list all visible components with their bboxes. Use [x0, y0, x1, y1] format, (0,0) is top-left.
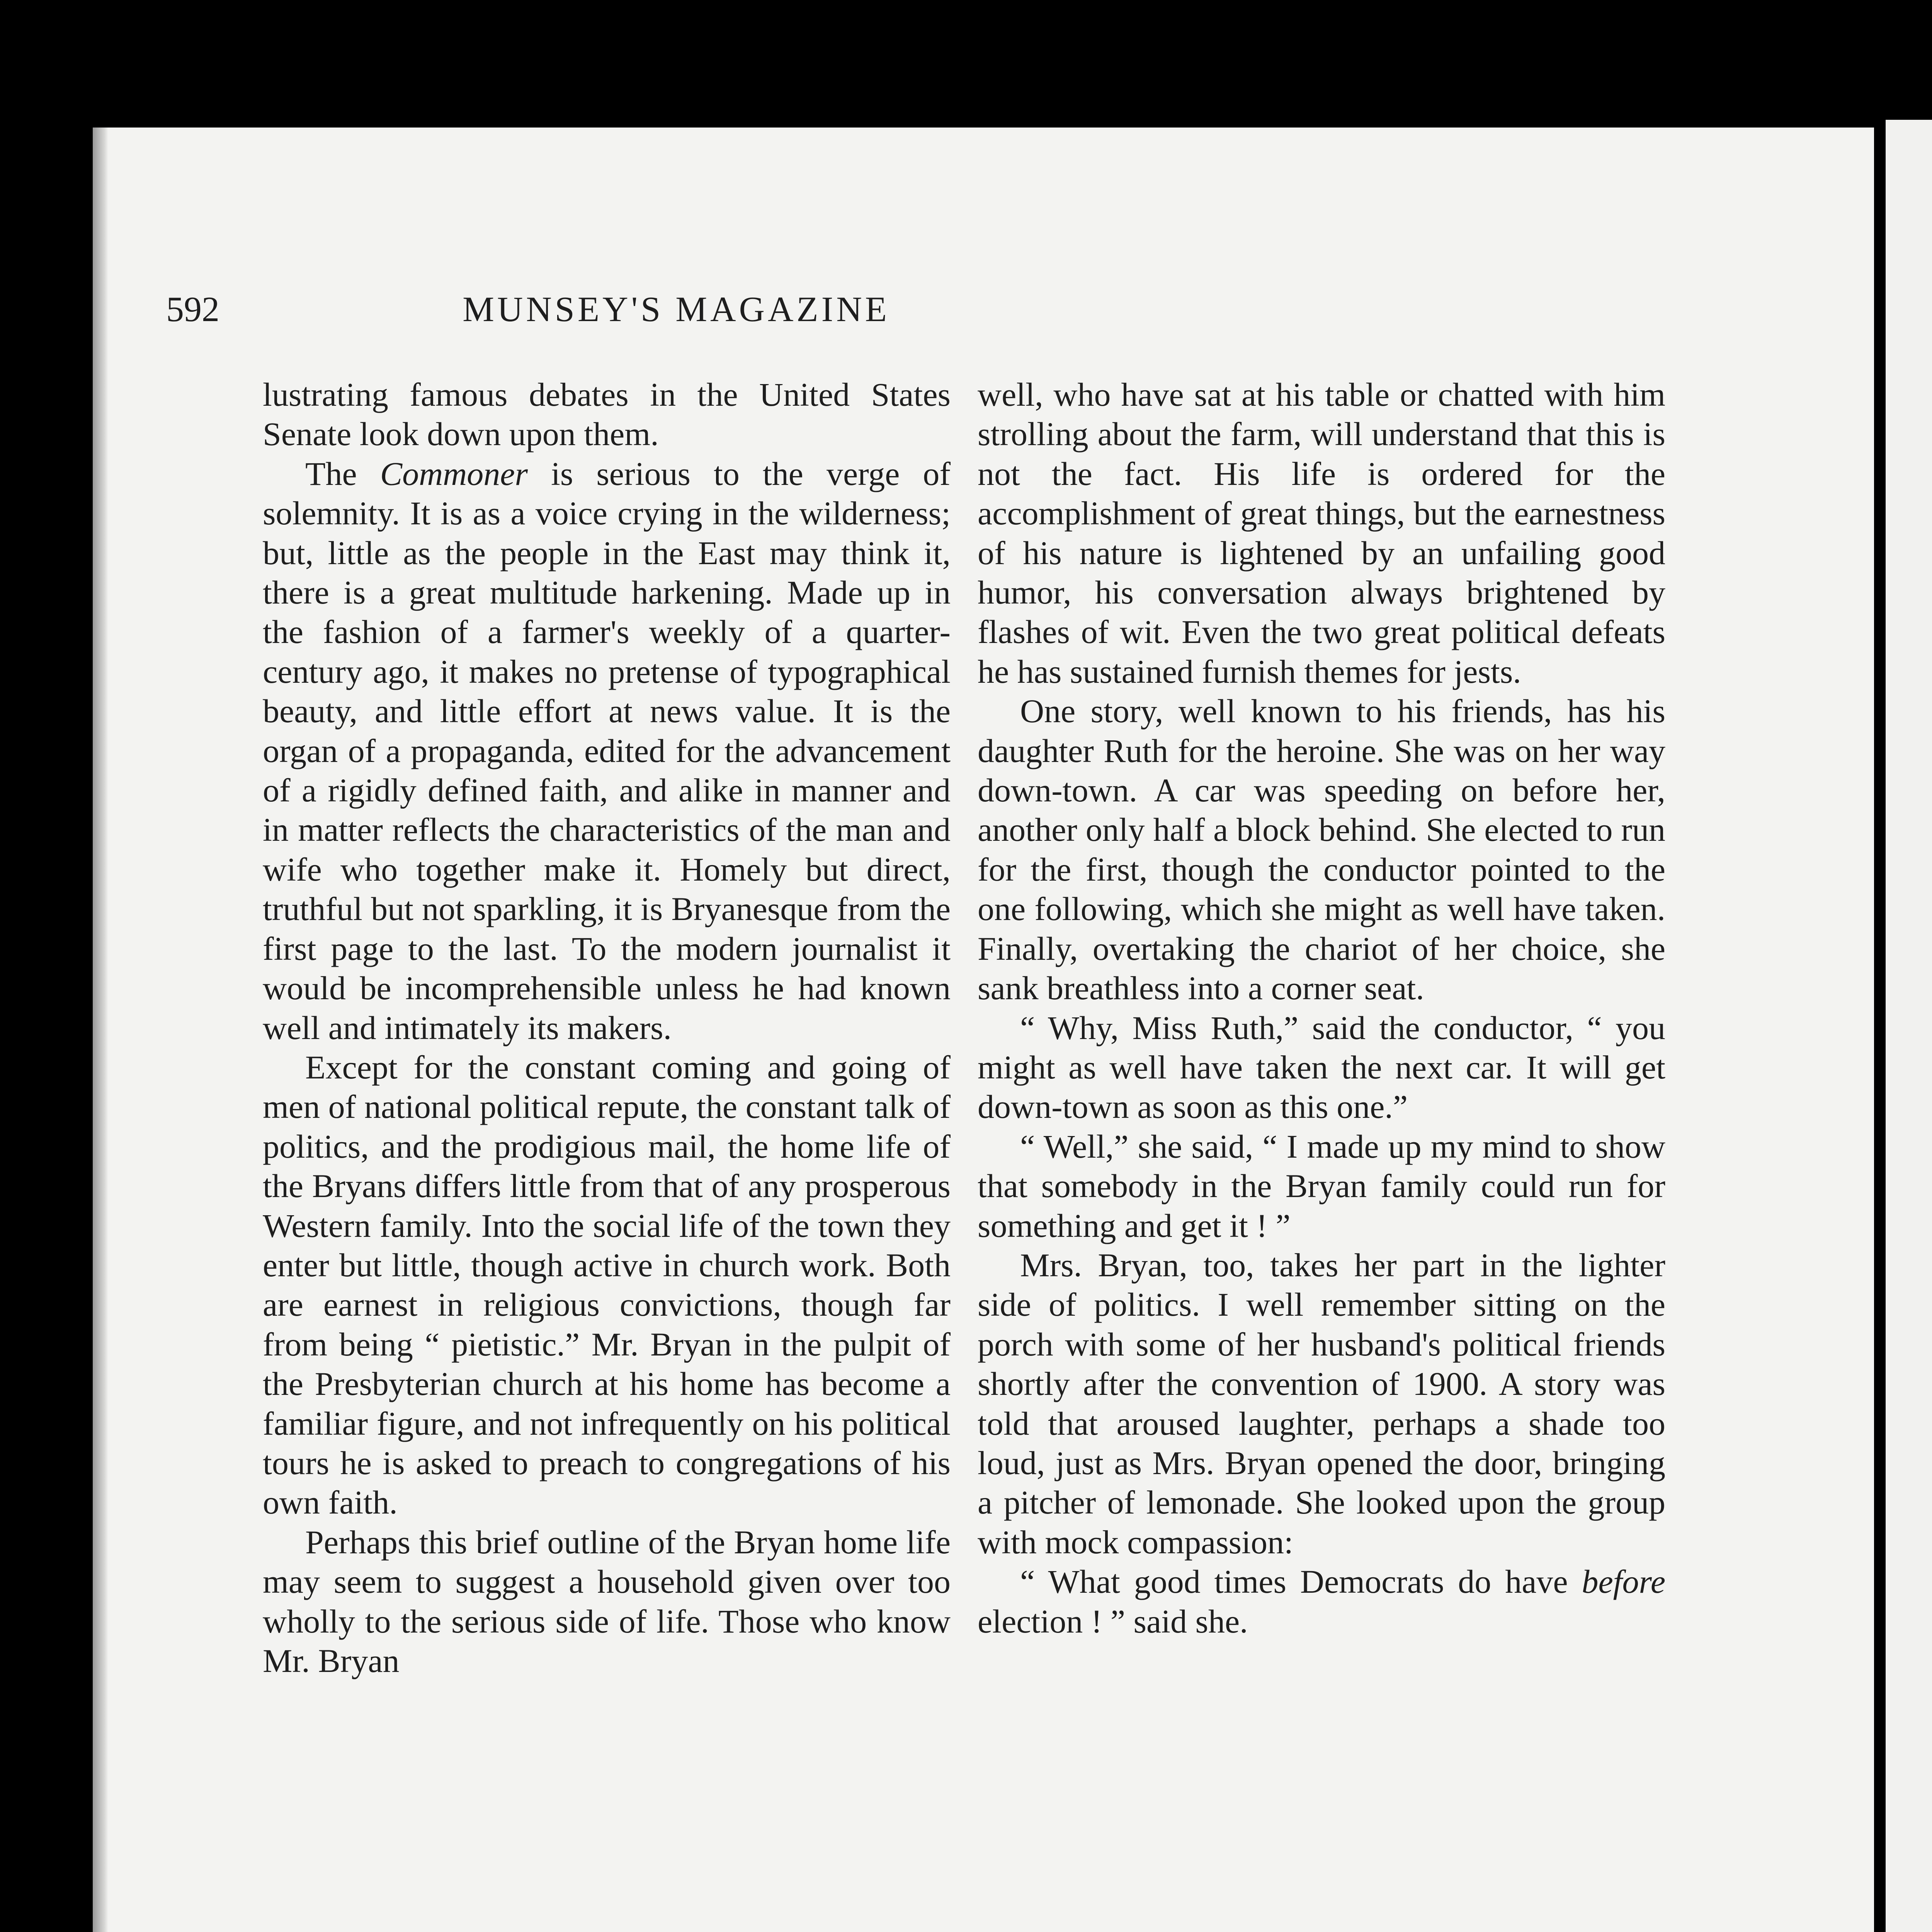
- paragraph: [978, 1562, 1665, 1641]
- paragraph: Except for the constant coming and going of men of national political repute, the constant talk of politics, and the prodigious mail, the home life of the Bryans differs little from that of any prosperous Western family. Into the social life of the town they enter but little, though active in church work. Both are earnest in religious convictions, though far from being “ pietistic.” Mr. Bryan in the pulpit of the Presbyterian church at his home has become a familiar figure, and not infrequently on his political tours he is asked to preach to congregations of his own faith.: [263, 1048, 951, 1521]
- adjacent-page-edge: [1886, 120, 1932, 1932]
- paragraph: Mrs. Bryan, too, takes her part in the lighter side of politics. I well remember sitting on the porch with some of her husband's political friends shortly after the convention of 1900. A story was told that aroused laughter, perhaps a shade too loud, just as Mrs. Bryan opened the door, bringing a pitcher of lemonade. She looked upon the group with mock compassion:: [978, 1246, 1665, 1561]
- paragraph: well, who have sat at his table or chatted with him strolling about the farm, will understand that this is not the fact. His life is ordered for the accomplishment of great things, but the earnestness of his nature is lightened by an unfailing good humor, his conversation always brightened by flashes of wit. Even the two great political defeats he has sustained furnish themes for jests.: [978, 376, 1665, 690]
- paragraph: “ Well,” she said, “ I made up my mind to show that somebody in the Bryan family could run for something and get it ! ”: [978, 1128, 1665, 1244]
- magazine-title: MUNSEY'S MAGAZINE: [463, 289, 890, 329]
- quote-start: “ What good times Democrats do have: [1020, 1563, 1568, 1600]
- binding-shadow: [93, 128, 108, 1932]
- commoner-text: is serious to the verge of solemnity. It is as a voice crying in the wilderness; but, little as the people in the East may think it, there is a great multitude harkening. Made up in the fashion of a farmer's weekly of a quarter-century ago, it makes no pretense of typographical beauty, and little effort at news value. It is the organ of a propaganda, edited for the advancement of a rigidly defined faith, and alike in manner and in matter reflects the characteristics of the man and wife who together make it. Homely but direct, truthful but not sparkling, it is Bryanesque from the first page to the last. To the modern journalist it would be incomprehensible unless he had known well and intimately its makers.: [263, 455, 951, 1046]
- right-column: [978, 375, 1665, 1641]
- paragraph: lustrating famous debates in the United States Senate look down upon them.: [263, 376, 951, 453]
- quote-end: election ! ” said she.: [978, 1602, 1248, 1640]
- page-number: 592: [166, 289, 219, 329]
- running-head: [166, 288, 1186, 334]
- left-column: [263, 375, 951, 1680]
- paragraph: Perhaps this brief outline of the Bryan home life may seem to suggest a household given over too wholly to the serious side of life. Those who know Mr. Bryan: [263, 1523, 951, 1679]
- quote-italic-word: before: [1582, 1563, 1665, 1600]
- paragraph: One story, well known to his friends, has his daughter Ruth for the heroine. She was on her way down-town. A car was speeding on before her, another only half a block behind. She elected to run for the first, though the conductor pointed to the one following, which she might as well have taken. Finally, overtaking the chariot of her choice, she sank breathless into a corner seat.: [978, 692, 1665, 1007]
- paragraph: “ Why, Miss Ruth,” said the conductor, “ you might as well have taken the next car. It will get down-town as soon as this one.”: [978, 1009, 1665, 1126]
- paragraph: [263, 454, 951, 1048]
- commoner-prefix: The: [305, 455, 380, 492]
- commoner-title: Commoner: [380, 455, 528, 492]
